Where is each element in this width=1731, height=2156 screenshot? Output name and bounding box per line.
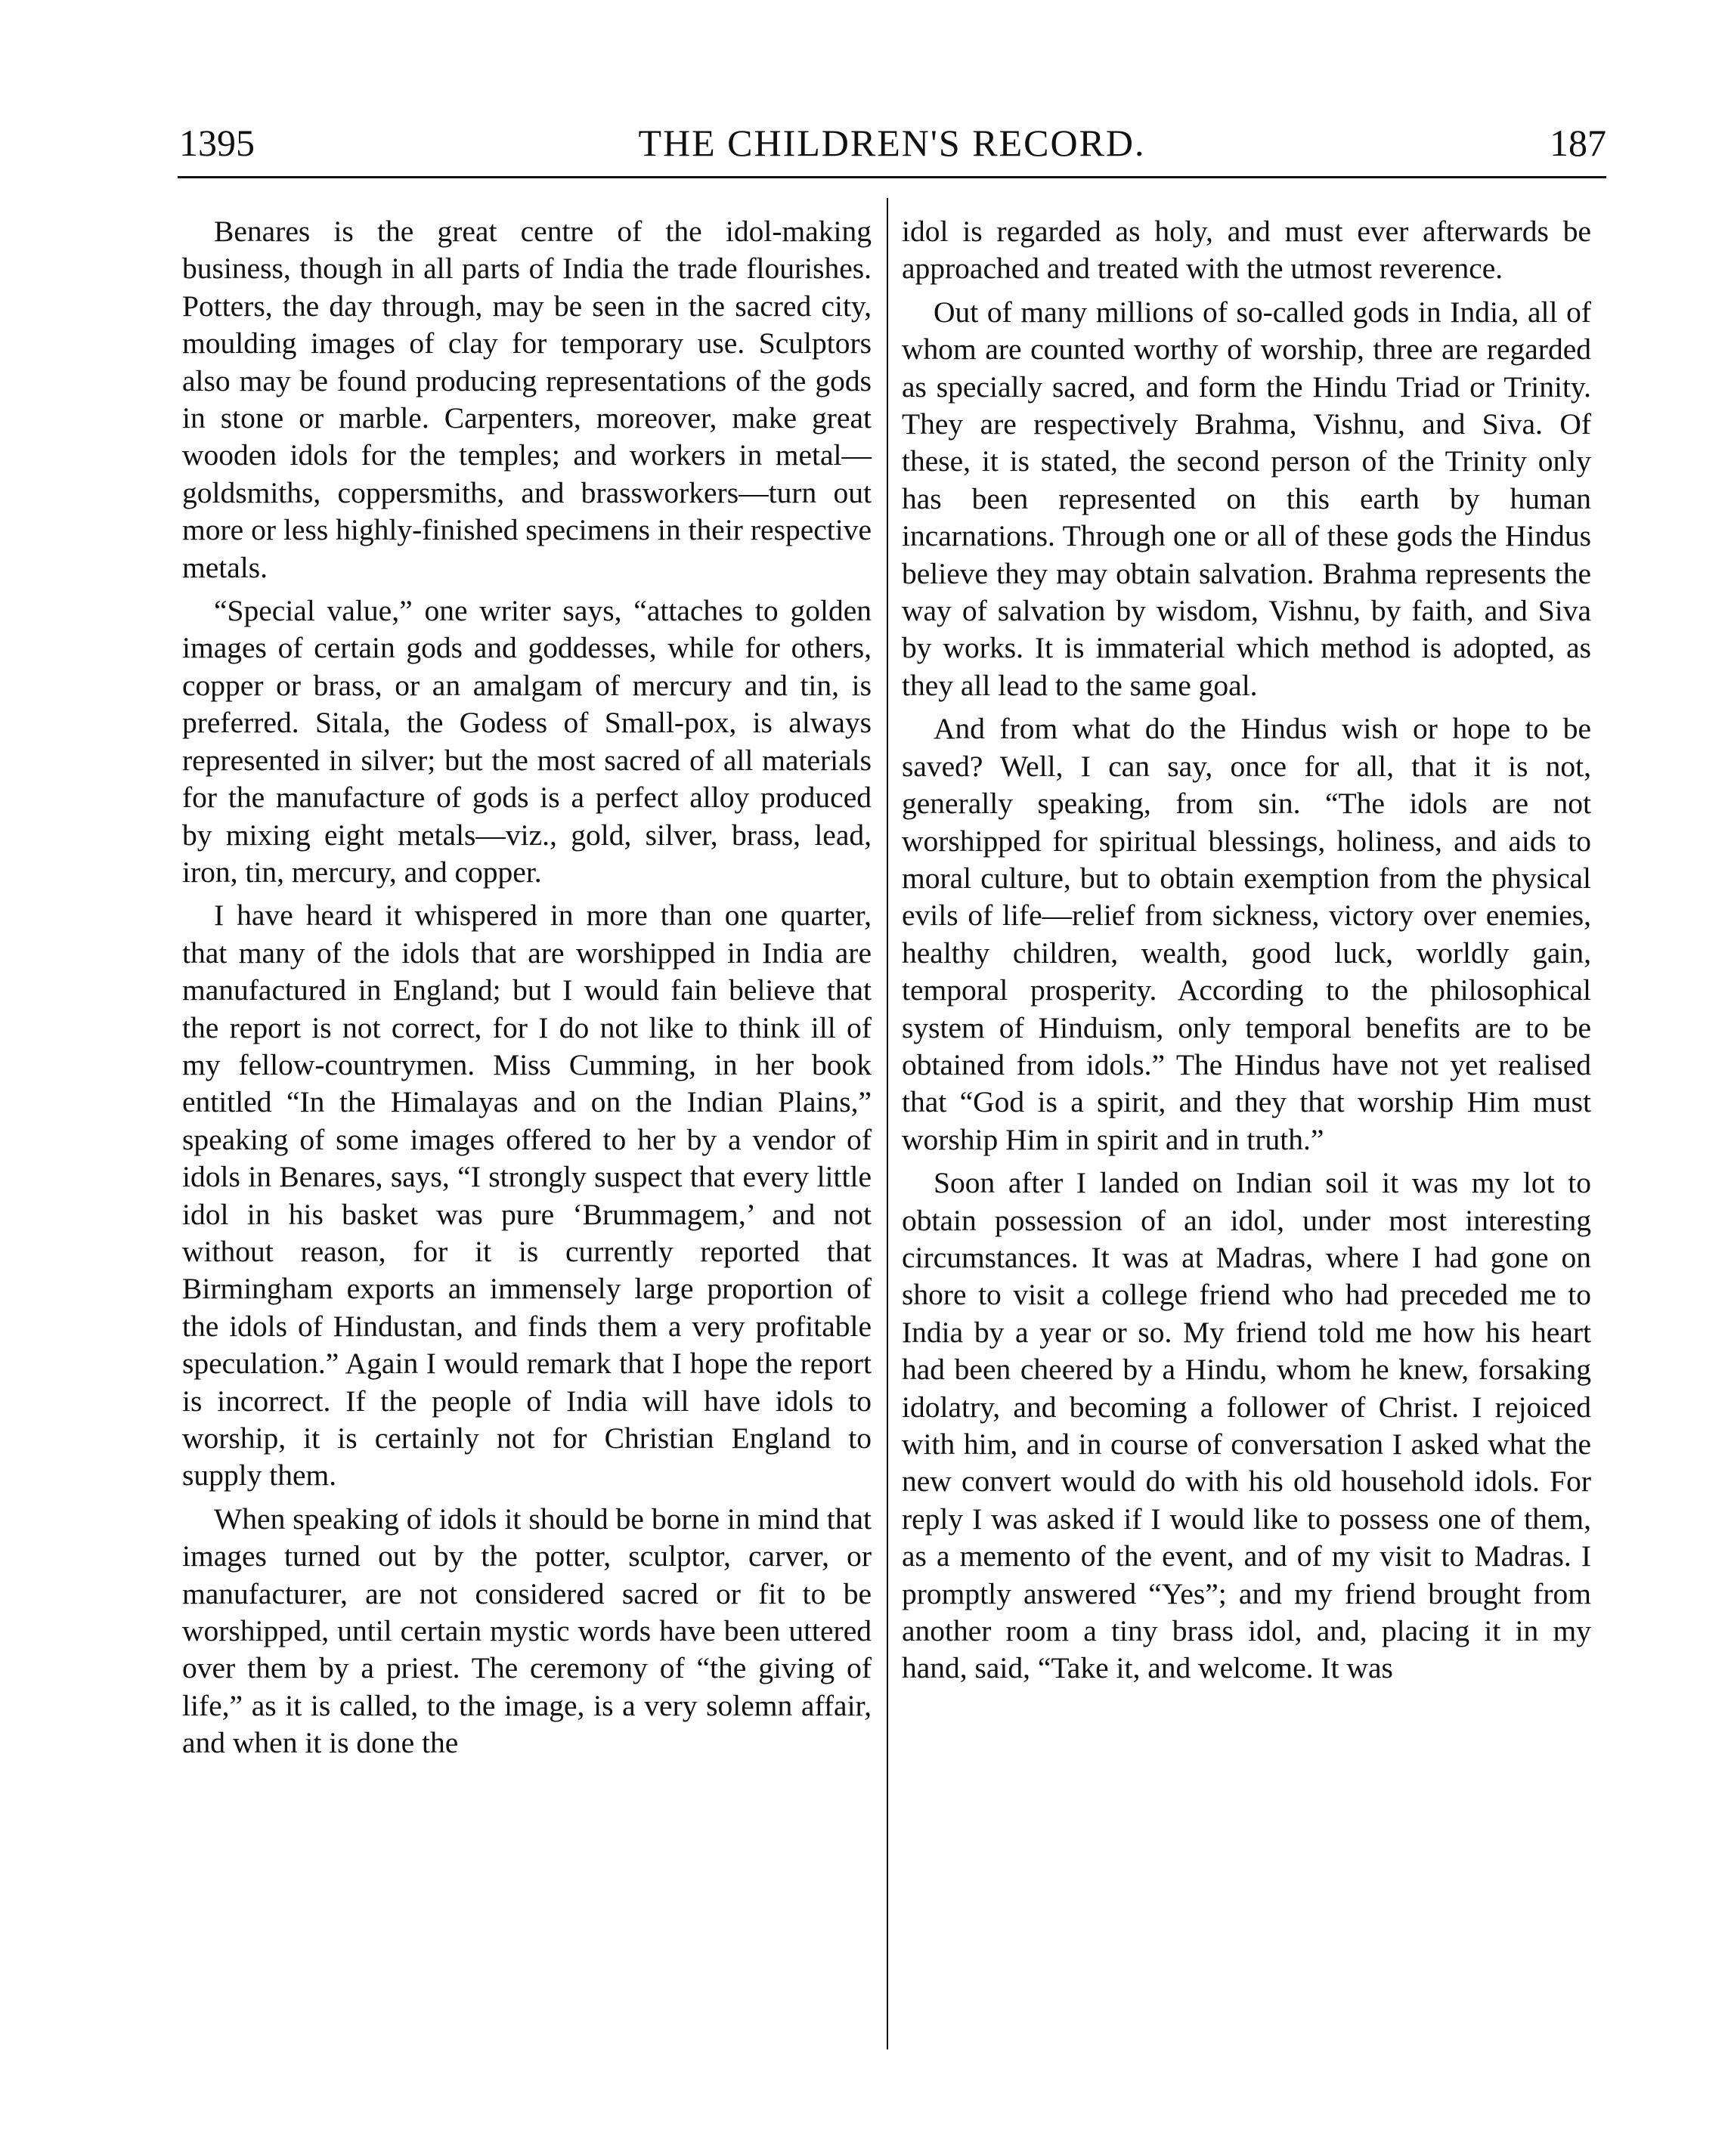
column-divider (887, 198, 888, 2049)
paragraph: And from what do the Hindus wish or hope to be saved? Well, I can say, once for all, that it is not, generally speaking, from sin. “The idols are not worshipped for spiritual blessings, holiness, and aids to moral culture, but to obtain exemption from the physical evils of life—relief from sickness, victory over enemies, healthy children, wealth, good luck, worldly gain, temporal prosperity. According to the philosophical system of Hinduism, only temporal benefits are to be obtained from idols.” The Hindus have not yet realised that “God is a spirit, and they that worship Him must worship Him in spirit and in truth.” (902, 712, 1591, 1156)
paragraph: “Special value,” one writer says, “attaches to golden images of certain gods and goddesses, while for others, copper or brass, or an amalgam of mercury and tin, is preferred. Sitala, the Godess of Small-pox, is always represented in silver; but the most sacred of all materials for the manufacture of gods is a perfect alloy produced by mixing eight metals—viz., gold, silver, brass, lead, iron, tin, mercury, and copper. (182, 594, 872, 889)
paragraph-continued: idol is regarded as holy, and must ever afterwards be approached and treated with the utmost reverence. (902, 215, 1591, 286)
paragraph: Soon after I landed on Indian soil it was my lot to obtain possession of an idol, under most interesting circumstances. It was at Madras, where I had gone on shore to visit a college friend who had preceded me to India by a year or so. My friend told me how his heart had been cheered by a Hindu, whom he knew, forsaking idolatry, and becoming a follower of Christ. I rejoiced with him, and in course of conversation I asked what the new convert would do with his old household idols. For reply I was asked if I would like to possess one of them, as a memento of the event, and of my visit to Madras. I promptly answered “Yes”; and my friend brought from another room a tiny brass idol, and, placing it in my hand, said, “Take it, and welcome. It was (902, 1166, 1591, 1685)
running-header (178, 119, 1606, 166)
paragraph: Out of many millions of so-called gods in India, all of whom are counted worthy of worship, three are regarded as specially sacred, and form the Hindu Triad or Trinity. They are respectively Brahma, Vishnu, and Siva. Of these, it is stated, the second person of the Trinity only has been represented on this earth by human incarnations. Through one or all of these gods the Hindus believe they may obtain salvation. Brahma represents the way of salvation by wisdom, Vishnu, by faith, and Siva by works. It is immaterial which method is adopted, as they all lead to the same goal. (902, 295, 1591, 702)
paragraph: I have heard it whispered in more than one quarter, that many of the idols that are worshipped in India are manufactured in England; but I would fain believe that the report is not correct, for I do not like to think ill of my fellow-countrymen. Miss Cumming, in her book entitled “In the Himalayas and on the Indian Plains,” speaking of some images offered to her by a vendor of idols in Benares, says, “I strongly suspect that every little idol in his basket was pure ‘Brummagem,’ and not without reason, for it is currently reported that Birmingham exports an immensely large proportion of the idols of Hindustan, and finds them a very profitable speculation.” Again I would remark that I hope the report is incorrect. If the people of India will have idols to worship, it is certainly not for Christian England to supply them. (182, 899, 872, 1492)
paragraph: Benares is the great centre of the idol-making business, though in all parts of India the trade flourishes. Potters, the day through, may be seen in the sacred city, moulding images of clay for temporary use. Sculptors also may be found producing representations of the gods in stone or marble. Carpenters, moreover, make great wooden idols for the temples; and workers in metal—goldsmiths, coppersmiths, and brassworkers—turn out more or less highly-finished specimens in their respective metals. (182, 215, 872, 584)
header-rule (178, 176, 1606, 178)
right-column (902, 213, 1591, 2057)
header-title: THE CHILDREN'S RECORD. (638, 122, 1146, 164)
header-year: 1395 (179, 122, 255, 164)
left-column (182, 213, 872, 2057)
header-page-number: 187 (1550, 122, 1606, 164)
paragraph: When speaking of idols it should be borne in mind that images turned out by the potter, sculptor, carver, or manufacturer, are not considered sacred or fit to be worshipped, until certain mystic words have been uttered over them by a priest. The ceremony of “the giving of life,” as it is called, to the image, is a very solemn affair, and when it is done the (182, 1502, 872, 1760)
